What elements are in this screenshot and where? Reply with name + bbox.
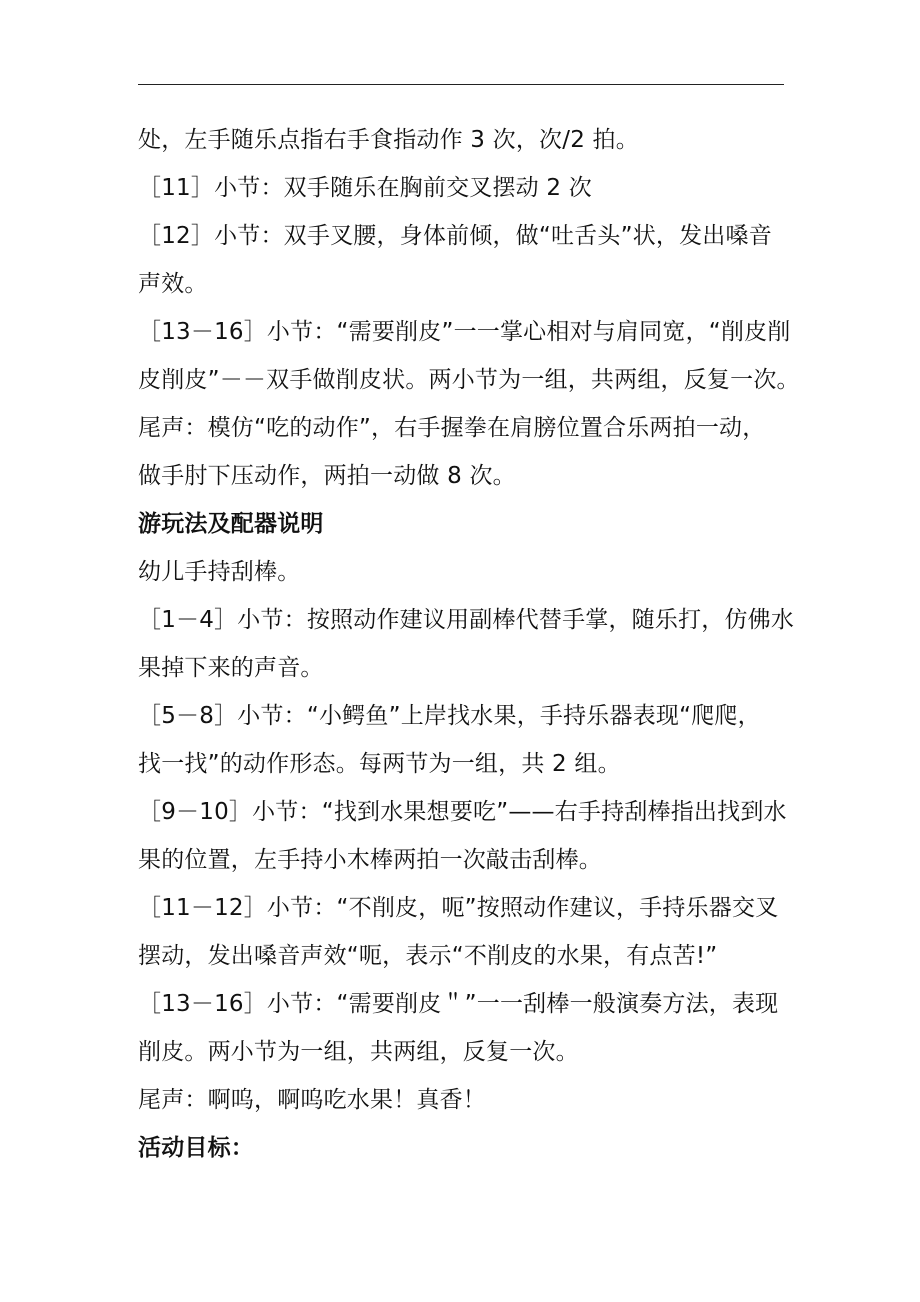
- text-line: ［11－12］小节：“不削皮，呃”按照动作建议，手持乐器交叉: [138, 895, 779, 921]
- text-line: ［11］小节：双手随乐在胸前交叉摆动 2 次: [138, 175, 592, 201]
- text-line: 找一找”的动作形态。每两节为一组，共 2 组。: [138, 751, 621, 777]
- text-line: 尾声：啊呜，啊呜吃水果！真香！: [138, 1087, 486, 1113]
- text-line: ［13－16］小节：“需要削皮＂”一一刮棒一般演奏方法，表现: [138, 991, 779, 1017]
- text-line: 削皮。两小节为一组，共两组，反复一次。: [138, 1039, 579, 1065]
- text-line: ［9－10］小节：“找到水果想要吃”——右手持刮棒指出找到水: [138, 799, 787, 825]
- document-body: [138, 116, 800, 1172]
- header-rule: [138, 84, 784, 85]
- text-line: 果掉下来的声音。: [138, 655, 324, 681]
- text-line: 处，左手随乐点指右手食指动作 3 次，次/2 拍。: [138, 127, 639, 153]
- text-line: ［13－16］小节：“需要削皮”一一掌心相对与肩同宽，“削皮削: [138, 319, 791, 345]
- text-line: 做手肘下压动作，两拍一动做 8 次。: [138, 463, 516, 489]
- text-line: 声效。: [138, 271, 208, 297]
- text-line: ［5－8］小节：“小鳄鱼”上岸找水果，手持乐器表现“爬爬，: [138, 703, 761, 729]
- text-line: ［1－4］小节：按照动作建议用副棒代替手掌，随乐打，仿佛水: [138, 607, 795, 633]
- text-line: 幼儿手持刮棒。: [138, 559, 301, 585]
- text-line: 皮削皮”－－双手做削皮状。两小节为一组，共两组，反复一次。: [138, 367, 800, 393]
- text-line: 果的位置，左手持小木棒两拍一次敲击刮棒。: [138, 847, 602, 873]
- section-heading: 活动目标：: [138, 1135, 254, 1161]
- text-line: ［12］小节：双手叉腰，身体前倾，做“吐舌头”状，发出嗓音: [138, 223, 772, 249]
- section-heading: 游玩法及配器说明: [138, 511, 324, 537]
- text-line: 摆动，发出嗓音声效“呃，表示“不削皮的水果，有点苦!”: [138, 943, 718, 969]
- text-line: 尾声：模仿“吃的动作”，右手握拳在肩膀位置合乐两拍一动，: [138, 415, 766, 441]
